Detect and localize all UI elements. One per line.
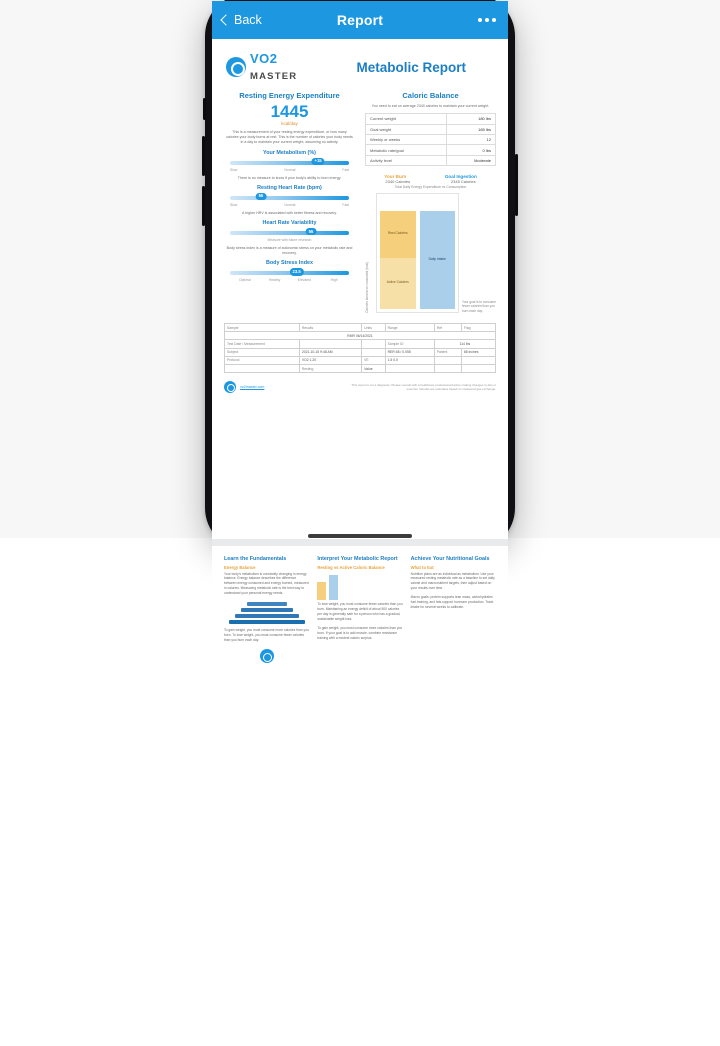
scale-tick: Normal bbox=[284, 202, 296, 207]
gauge-value-bubble: 55 bbox=[256, 193, 267, 200]
page-separator bbox=[212, 539, 508, 546]
table-row bbox=[366, 114, 496, 124]
profile-facts-table bbox=[365, 113, 496, 166]
ree-value: 1445 bbox=[270, 102, 309, 121]
column-subheading: Resting vs Active Caloric Balance bbox=[317, 565, 385, 570]
cell: Resting bbox=[299, 365, 361, 373]
power-button[interactable] bbox=[515, 154, 518, 216]
mute-switch[interactable] bbox=[203, 98, 206, 120]
phone-device bbox=[205, 0, 515, 643]
stack-bar bbox=[241, 608, 293, 612]
metric-hrv bbox=[224, 220, 355, 242]
mini-bar-chart bbox=[317, 574, 402, 600]
cell bbox=[225, 365, 300, 373]
table-subtitle: RMR 06/14/2021 bbox=[225, 332, 496, 340]
cell: 2021-10-15 9:48 AM bbox=[299, 348, 361, 356]
stack-bar bbox=[247, 602, 287, 606]
table-row bbox=[225, 340, 496, 348]
metric-gauge bbox=[230, 158, 349, 167]
gauge-scale bbox=[230, 168, 349, 172]
scale-tick: Slow bbox=[230, 167, 238, 172]
bar-segment-intake: Daily Intake bbox=[420, 211, 456, 310]
column-heading: Achieve Your Nutritional Goals bbox=[410, 556, 490, 562]
scale-tick: Healthy bbox=[268, 278, 281, 283]
page-title: Report bbox=[336, 12, 384, 28]
scale-tick: Elevated bbox=[297, 278, 311, 283]
balance-note: Total Daily Energy Expenditure vs Consumption bbox=[394, 185, 467, 190]
chart-y-axis-label: Calories burned vs consumed (kcal) bbox=[365, 262, 369, 314]
stack-bar bbox=[229, 620, 305, 624]
gauge-scale bbox=[230, 278, 349, 282]
logo-line-2: MASTER bbox=[250, 71, 298, 82]
stack-bar bbox=[235, 614, 299, 618]
intake-bar bbox=[420, 197, 456, 309]
fact-label: Weekly or weeks bbox=[366, 134, 447, 144]
mini-bar bbox=[317, 582, 326, 600]
back-button[interactable] bbox=[222, 13, 262, 27]
metric-label: Heart Rate Variability bbox=[262, 220, 317, 227]
cell: Units bbox=[362, 324, 385, 332]
cell bbox=[461, 365, 495, 373]
table-row bbox=[366, 124, 496, 134]
metric-body-stress-index bbox=[224, 260, 355, 282]
logo-line-1: VO2 bbox=[250, 51, 278, 66]
cell: VE bbox=[362, 356, 385, 364]
column-paragraph: To gain weight, you must consume more calories than you burn. If your goal is to add muscle, combine resistance training with a modest caloric surplus. bbox=[317, 625, 403, 640]
cell: RER 68 / 0.055 bbox=[385, 348, 434, 356]
bar-segment-rest: Rest Calories bbox=[380, 211, 416, 258]
fact-label: Metabolic rate/goal bbox=[366, 145, 447, 155]
scale-tick: Normal bbox=[284, 167, 296, 172]
cell: Results bbox=[299, 324, 361, 332]
column-paragraph: Your body's metabolism is constantly changing in energy balance. Energy balance describes the difference between energy consumed and energy burned, measured in calories. Measuring metabolic rate is the best way to understand your personal energy needs. bbox=[224, 571, 309, 596]
page2-column-interpret bbox=[317, 556, 402, 663]
metric-gauge bbox=[230, 193, 349, 202]
cell: Range bbox=[385, 324, 434, 332]
gauge-scale bbox=[230, 238, 349, 242]
ree-intro-paragraph: This is a measurement of your resting energy expenditure, or how many calories your body burns at rest. This is the number of calories your body needs in a day to maintain your current weight, assuming no activity. bbox=[226, 130, 353, 145]
more-options-icon[interactable] bbox=[478, 18, 496, 22]
column-paragraph: Macro goals: protein supports lean mass, carbohydrates fuel training, and fats support hormone production. Track intake for several weeks to calibrate. bbox=[410, 595, 494, 610]
fact-value: 0 lbs bbox=[446, 145, 495, 155]
cell: Subject bbox=[225, 348, 300, 356]
balance-section-title: Caloric Balance bbox=[402, 91, 459, 100]
column-paragraph: To gain weight, you must consume more calories than you burn. To lose weight, you must consume fewer calories than you burn each day. bbox=[224, 628, 309, 643]
expenditure-bar bbox=[380, 197, 416, 309]
metric-metabolism bbox=[224, 150, 355, 172]
metric-note: Body stress index is a measure of autonomic stress on your metabolic rate and recovery. bbox=[226, 246, 353, 256]
logo-mark-icon bbox=[260, 649, 274, 663]
gauge-track bbox=[230, 196, 349, 200]
cell: 114 lbs bbox=[434, 340, 495, 348]
brand-logo bbox=[226, 51, 297, 83]
cell bbox=[385, 365, 434, 373]
table-row bbox=[366, 155, 496, 165]
fact-label: Activity level bbox=[366, 155, 447, 165]
chart-side-note: Your goal is to consume fewer calories than you burn each day. bbox=[462, 299, 496, 313]
table-row bbox=[225, 348, 496, 356]
scale-tick: Slow bbox=[230, 202, 238, 207]
metric-label: Your Metabolism (%) bbox=[263, 149, 316, 156]
metric-label: Body Stress Index bbox=[265, 260, 314, 267]
report-columns bbox=[224, 89, 496, 313]
column-paragraph: Nutrition plans are as individual as metabolism. Use your measured resting metabolic rate as a baseline to set daily calorie and macronutrient targets, then adjust based on your results over time. bbox=[410, 571, 495, 591]
gauge-track bbox=[230, 231, 349, 235]
fact-label: Current weight bbox=[366, 114, 447, 124]
measurement-data-table bbox=[224, 323, 496, 373]
cell: Sample ID bbox=[385, 340, 434, 348]
logo-mark-icon bbox=[224, 381, 236, 393]
volume-up-button[interactable] bbox=[202, 136, 205, 176]
cell: Flag bbox=[461, 324, 495, 332]
fact-value: 12 bbox=[446, 134, 495, 144]
report-title: Metabolic Report bbox=[356, 59, 466, 75]
phone-screen bbox=[212, 1, 508, 643]
table-row bbox=[225, 324, 496, 332]
cell: VO2 1.20 bbox=[299, 356, 361, 364]
report-footer bbox=[224, 381, 496, 393]
fact-value: 165 lbs bbox=[446, 124, 495, 134]
report-page-2 bbox=[212, 546, 508, 1046]
scale-tick: High bbox=[330, 278, 338, 283]
expenditure-header: Your Burn bbox=[384, 174, 407, 180]
fact-label: Goal weight bbox=[366, 124, 447, 134]
gauge-value-bubble: 23.5 bbox=[290, 268, 304, 275]
metric-label: Resting Heart Rate (bpm) bbox=[257, 184, 322, 191]
volume-down-button[interactable] bbox=[202, 186, 205, 226]
table-row bbox=[366, 145, 496, 155]
website-link[interactable]: vo2master.com bbox=[240, 385, 265, 390]
ree-unit: kcal/day bbox=[281, 121, 298, 126]
table-row bbox=[225, 356, 496, 364]
column-heading: Interpret Your Metabolic Report bbox=[317, 556, 398, 562]
cell: Ref bbox=[434, 324, 461, 332]
column-heading: Learn the Fundamentals bbox=[224, 556, 287, 562]
ree-section-title: Resting Energy Expenditure bbox=[239, 91, 340, 100]
metric-gauge bbox=[230, 268, 349, 277]
metric-resting-heart-rate bbox=[224, 185, 355, 207]
report-header bbox=[224, 47, 496, 85]
scale-tick: Measure with future research bbox=[267, 238, 312, 243]
dot-icon bbox=[478, 18, 482, 22]
logo-mark-icon bbox=[226, 57, 246, 77]
cell: 68 inches bbox=[461, 348, 495, 356]
table-row bbox=[225, 365, 496, 373]
app-navbar bbox=[212, 1, 508, 39]
cell bbox=[299, 340, 361, 348]
intake-header: Goal Ingestion bbox=[444, 174, 477, 180]
cell: Value bbox=[362, 365, 385, 373]
page2-columns bbox=[212, 546, 508, 663]
table-row bbox=[225, 332, 496, 340]
report-scroll-area[interactable] bbox=[212, 39, 508, 643]
caloric-balance-column bbox=[365, 89, 496, 313]
metric-gauge bbox=[230, 228, 349, 237]
metric-note: A higher HRV is associated with better fitness and recovery. bbox=[242, 210, 337, 215]
cell: 1.5 0.0 bbox=[385, 356, 434, 364]
legal-disclaimer: This report is not a diagnosis. Please consult with a healthcare professional before making changes to diet or exercise. Results are estimates based on measured gas exchange. bbox=[351, 383, 496, 392]
cell bbox=[461, 356, 495, 364]
scale-tick: Optimal bbox=[239, 278, 251, 283]
report-page-1 bbox=[212, 39, 508, 539]
page2-column-fundamentals bbox=[224, 556, 309, 663]
bar-segment-active: Active Calories bbox=[380, 258, 416, 310]
balance-values bbox=[365, 179, 496, 184]
metric-note: There is no measure to know if your body's ability to burn energy. bbox=[237, 175, 342, 180]
dot-icon bbox=[492, 18, 496, 22]
cell bbox=[362, 340, 385, 348]
column-subheading: Energy Balance bbox=[224, 565, 256, 570]
gauge-value-bubble: +15 bbox=[311, 158, 324, 165]
fact-value: 180 lbs bbox=[446, 114, 495, 124]
dot-icon bbox=[485, 18, 489, 22]
mini-bar bbox=[329, 575, 338, 600]
cell bbox=[434, 356, 461, 364]
column-subheading: What to Eat bbox=[410, 565, 434, 570]
gauge-value-bubble: 55 bbox=[306, 228, 317, 235]
chevron-left-icon bbox=[220, 14, 231, 25]
gauge-track bbox=[230, 161, 349, 165]
scale-tick: Fast bbox=[342, 202, 349, 207]
fact-value: Moderate bbox=[446, 155, 495, 165]
gauge-scale bbox=[230, 203, 349, 207]
chart-plot-area bbox=[376, 193, 459, 313]
table-row bbox=[366, 134, 496, 144]
scale-tick: Fast bbox=[342, 167, 349, 172]
balance-chart bbox=[365, 193, 496, 313]
expenditure-value: 2340 Calories bbox=[385, 179, 411, 185]
intake-value: 2345 Calories bbox=[450, 179, 476, 185]
column-paragraph: To lose weight, you must consume fewer calories than you burn. Maintaining an energy deficit of about 500 calories per day is generally safe for a person who has a gradual, sustainable weight loss. bbox=[317, 602, 403, 621]
cell: Protocol bbox=[225, 356, 300, 364]
home-indicator[interactable] bbox=[308, 534, 412, 538]
back-button-label: Back bbox=[234, 13, 262, 27]
cell bbox=[362, 348, 385, 356]
cell: Test Date / Measurement bbox=[225, 340, 300, 348]
cell bbox=[434, 365, 461, 373]
cell: Patient bbox=[434, 348, 461, 356]
page2-column-goals bbox=[411, 556, 496, 663]
energy-balance-illustration bbox=[224, 602, 309, 624]
ree-column bbox=[224, 89, 355, 313]
balance-intro-paragraph: You need to eat on average 2340 calories to maintain your current weight. bbox=[371, 104, 490, 108]
cell: Sample bbox=[225, 324, 300, 332]
